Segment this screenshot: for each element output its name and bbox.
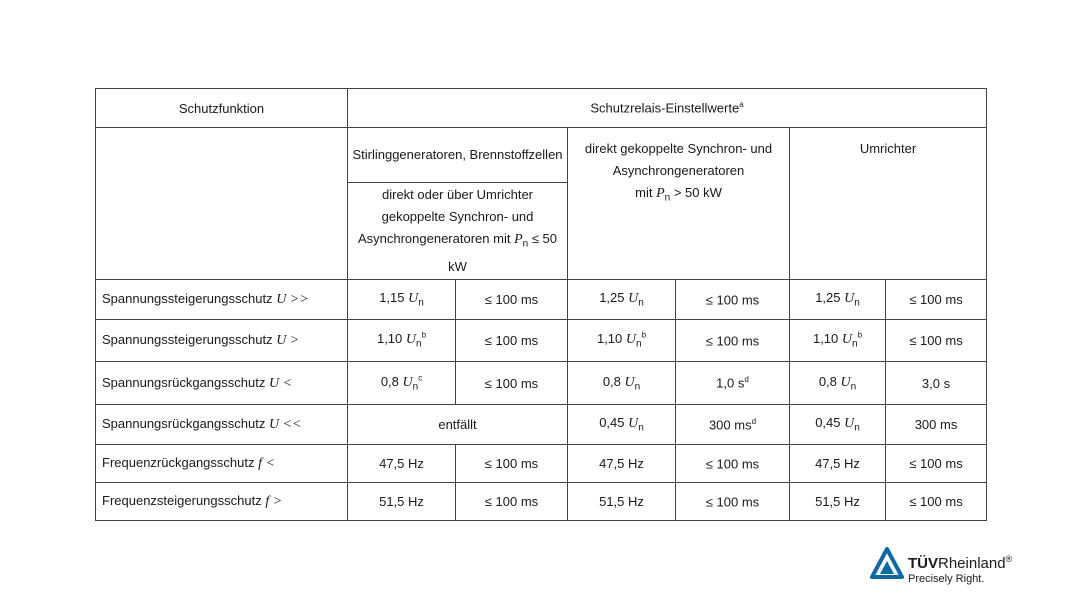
table-row [96, 280, 987, 320]
header-group-stirling-sub: direkt oder über Umrichter gekoppelte Synchron- und Asynchrongeneratoren mit $P_n \le 50$ kW [348, 183, 568, 280]
protection-settings-table [95, 88, 987, 521]
setting-time: ≤ 100 ms [456, 320, 568, 362]
setting-value: 0,8 $U_n^c$ [348, 362, 456, 405]
header-row-2 [96, 128, 987, 183]
setting-time: ≤ 100 ms [886, 320, 987, 362]
not-applicable-cell: entfällt [348, 405, 568, 445]
setting-time: ≤ 100 ms [676, 320, 790, 362]
setting-time: 3,0 s [886, 362, 987, 405]
row-label: Spannungssteigerungsschutz U >> [96, 280, 348, 320]
brand-slogan: Precisely Right. [908, 573, 985, 585]
table-row [96, 362, 987, 405]
setting-value: 1,10 $U_n^b$ [790, 320, 886, 362]
table-row [96, 483, 987, 521]
setting-value: 1,10 $U_n^b$ [568, 320, 676, 362]
setting-value: 0,45 $U_n$ [790, 405, 886, 445]
setting-time: ≤ 100 ms [456, 280, 568, 320]
setting-time: ≤ 100 ms [676, 483, 790, 521]
setting-time: ≤ 100 ms [456, 445, 568, 483]
setting-value: 51,5 Hz [348, 483, 456, 521]
row-label: Spannungsrückgangsschutz U << [96, 405, 348, 445]
setting-value: 51,5 Hz [790, 483, 886, 521]
row-label: Frequenzsteigerungsschutz f > [96, 483, 348, 521]
setting-value: 0,45 $U_n$ [568, 405, 676, 445]
row-label: Spannungssteigerungsschutz U > [96, 320, 348, 362]
header-group-stirling: Stirlinggeneratoren, Brennstoffzellen [348, 128, 568, 183]
header-empty-cell [96, 128, 348, 280]
setting-value: 0,8 $U_n$ [568, 362, 676, 405]
header-group-synchronous: direkt gekoppelte Synchron- und Asynchrongeneratoren mit $P_n > 50$ kW [568, 128, 790, 280]
table-row [96, 320, 987, 362]
table-row [96, 445, 987, 483]
header-group-inverter: Umrichter [790, 128, 987, 280]
setting-time: ≤ 100 ms [676, 445, 790, 483]
setting-value: 47,5 Hz [790, 445, 886, 483]
brand-name: TÜVRheinland® [908, 554, 1013, 572]
setting-time: 1,0 $s^d$ [676, 362, 790, 405]
setting-time: ≤ 100 ms [886, 280, 987, 320]
row-label: Frequenzrückgangsschutz f < [96, 445, 348, 483]
header-row-1 [96, 89, 987, 128]
setting-value: 47,5 Hz [568, 445, 676, 483]
setting-value: 1,25 $U_n$ [568, 280, 676, 320]
table-row [96, 405, 987, 445]
setting-value: 1,15 $U_n$ [348, 280, 456, 320]
setting-value: 1,10 $U_n^b$ [348, 320, 456, 362]
header-relay-settings: Schutzrelais-Einstellwerte$^a$ [348, 89, 987, 128]
setting-value: 1,25 $U_n$ [790, 280, 886, 320]
setting-value: 51,5 Hz [568, 483, 676, 521]
row-label: Spannungsrückgangsschutz U < [96, 362, 348, 405]
setting-value: 0,8 $U_n$ [790, 362, 886, 405]
setting-time: ≤ 100 ms [886, 445, 987, 483]
setting-time: ≤ 100 ms [676, 280, 790, 320]
setting-time: 300 $ms^d$ [676, 405, 790, 445]
tuv-rheinland-logo [870, 545, 1040, 591]
setting-time: ≤ 100 ms [456, 362, 568, 405]
setting-time: 300 ms [886, 405, 987, 445]
triangle-logo-icon [870, 547, 904, 581]
header-protection-function: Schutzfunktion [96, 89, 348, 128]
setting-time: ≤ 100 ms [886, 483, 987, 521]
setting-time: ≤ 100 ms [456, 483, 568, 521]
setting-value: 47,5 Hz [348, 445, 456, 483]
